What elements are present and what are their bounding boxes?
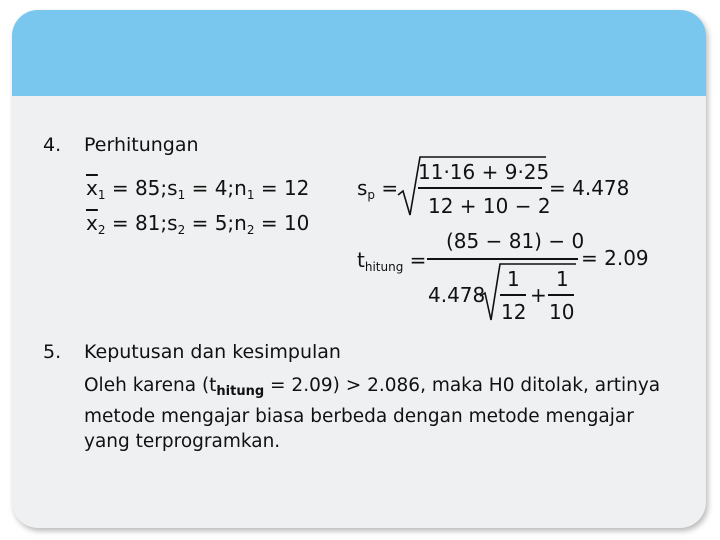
t-frac2-numerator: 1 bbox=[556, 267, 569, 291]
mean-x1-subscript: 1 bbox=[97, 188, 106, 202]
given2-part-b: = 5;n bbox=[185, 211, 247, 235]
mean-x2-symbol: $\overline{x}$ bbox=[86, 211, 98, 235]
t-fraction-bar bbox=[427, 258, 578, 260]
n2-subscript: 2 bbox=[246, 223, 255, 237]
section-5-heading bbox=[43, 340, 341, 364]
section-5-number: 5. bbox=[43, 341, 62, 363]
sp-subscript: p bbox=[367, 188, 376, 202]
section-4-title: Perhitungan bbox=[84, 134, 199, 156]
sp-denominator: 12 + 10 − 2 bbox=[428, 194, 551, 218]
conclusion-text-rest: = 2.09) > 2.086, maka H0 ditolak, artinya metode mengajar biasa berbeda dengan metode mengajar yang terprogramkan. bbox=[84, 375, 661, 452]
sp-result: = 4.478 bbox=[549, 176, 630, 200]
t-subscript: hitung bbox=[364, 260, 404, 274]
given1-part-c: = 12 bbox=[254, 176, 310, 200]
s2-subscript: 2 bbox=[177, 223, 186, 237]
mean-x1-symbol: $\overline{x}$ bbox=[86, 176, 98, 200]
mean-x2-subscript: 2 bbox=[97, 223, 106, 237]
sp-symbol: s bbox=[357, 176, 368, 200]
t-frac1-denominator: 12 bbox=[501, 300, 527, 324]
t-plus-sign: + bbox=[530, 283, 547, 307]
section-4-number: 4. bbox=[43, 134, 62, 156]
t-frac2-bar bbox=[548, 294, 574, 296]
conclusion-t-subscript: hitung bbox=[216, 384, 265, 399]
s1-subscript: 1 bbox=[177, 188, 186, 202]
sp-fraction-bar bbox=[418, 187, 542, 189]
conclusion-paragraph bbox=[84, 373, 674, 454]
t-frac1-numerator: 1 bbox=[507, 267, 520, 291]
t-frac1-bar bbox=[500, 294, 526, 296]
n1-subscript: 1 bbox=[246, 188, 255, 202]
sp-numerator: 11·16 + 9·25 bbox=[418, 160, 550, 184]
given1-part-a: = 85;s bbox=[105, 176, 178, 200]
t-denominator-prefix: 4.478 bbox=[428, 283, 486, 307]
given-values-group-1 bbox=[86, 176, 309, 207]
t-label: $t_{hitung}$ = bbox=[357, 248, 427, 274]
given1-part-b: = 4;n bbox=[185, 176, 247, 200]
conclusion-text-start: Oleh karena (t bbox=[84, 375, 217, 396]
t-symbol: t bbox=[357, 248, 365, 272]
t-numerator: (85 − 81) − 0 bbox=[446, 229, 585, 253]
t-frac2-denominator: 10 bbox=[549, 300, 575, 324]
section-5-title: Keputusan dan kesimpulan bbox=[84, 341, 341, 363]
t-result: = 2.09 bbox=[581, 246, 649, 270]
given-values-group-2 bbox=[86, 211, 309, 242]
section-4-heading bbox=[43, 133, 199, 157]
given2-part-c: = 10 bbox=[254, 211, 310, 235]
given2-part-a: = 81;s bbox=[105, 211, 178, 235]
sp-label: $s_p$ = bbox=[357, 176, 399, 202]
